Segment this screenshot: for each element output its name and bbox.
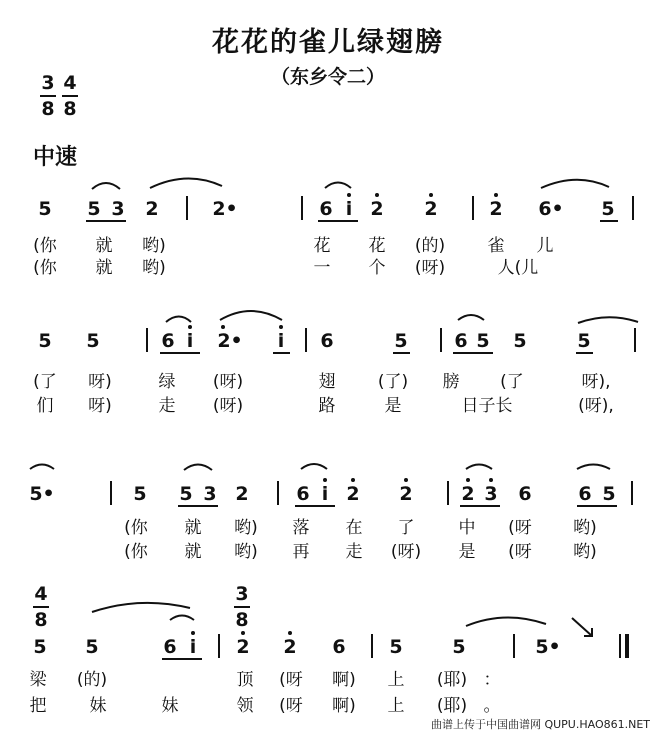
note: 5•	[535, 636, 561, 658]
lyric: (呀)	[212, 396, 244, 416]
lyric: 领	[236, 696, 254, 716]
arrow-icon	[572, 618, 592, 636]
note: 5	[87, 198, 101, 220]
octave-dot	[489, 478, 493, 482]
note: i	[321, 483, 329, 505]
lyric: 落	[292, 518, 310, 538]
note: 2	[461, 483, 475, 505]
beam-underline	[295, 505, 335, 507]
lyric: ：	[483, 670, 501, 690]
barline	[472, 196, 474, 220]
lyric: 上	[387, 696, 405, 716]
note: 6	[320, 330, 334, 352]
note: 5	[86, 330, 100, 352]
octave-dot	[351, 478, 355, 482]
lyric: (呀)	[414, 258, 446, 278]
slur	[466, 465, 492, 470]
lyric: 把	[29, 696, 47, 716]
note: i	[277, 330, 285, 352]
note: 2	[370, 198, 384, 220]
lyric: 儿	[536, 236, 554, 256]
lyric: (的)	[76, 670, 108, 690]
note: 5	[179, 483, 193, 505]
barline	[305, 328, 307, 352]
lyric: 了	[397, 518, 415, 538]
note: 5	[513, 330, 527, 352]
lyric: (你	[124, 518, 148, 538]
lyric: 上	[387, 670, 405, 690]
lyric: 哟)	[142, 258, 166, 278]
note: 5	[476, 330, 490, 352]
song-subtitle: （东乡令二）	[270, 66, 385, 88]
lyric: 绿	[158, 372, 176, 392]
note: 5	[85, 636, 99, 658]
note: 6	[332, 636, 346, 658]
octave-dot	[466, 478, 470, 482]
beam-underline	[86, 220, 126, 222]
lyric: (呀)	[390, 542, 422, 562]
note: 5	[602, 483, 616, 505]
beam-underline	[460, 505, 500, 507]
slur	[466, 617, 546, 626]
lyric: 个	[368, 258, 386, 278]
beam-underline	[577, 505, 617, 507]
beam-underline	[600, 220, 618, 222]
barline	[631, 481, 633, 505]
lyric: (了)	[377, 372, 409, 392]
note: 3	[484, 483, 498, 505]
lyric: 雀	[487, 236, 505, 256]
beam-underline	[160, 352, 200, 354]
lyric: (了	[500, 372, 524, 392]
slur	[220, 311, 282, 320]
source-credit: 曲谱上传于中国曲谱网 QUPU.HAO861.NET	[430, 718, 650, 731]
lyric: 花	[368, 236, 386, 256]
slur	[301, 464, 327, 469]
note: 6	[578, 483, 592, 505]
lyric: 是	[384, 396, 402, 416]
note: 5	[389, 636, 403, 658]
lyric: 是	[458, 542, 476, 562]
lyric: 哟)	[234, 542, 258, 562]
lyric: 人(儿	[497, 258, 539, 278]
slur	[458, 315, 484, 320]
final-barline-thin	[619, 634, 621, 658]
octave-dot	[188, 325, 192, 329]
slur	[30, 465, 54, 470]
lyric: (呀	[508, 542, 532, 562]
lyric: 路	[318, 396, 336, 416]
note: 3	[111, 198, 125, 220]
note: 5	[601, 198, 615, 220]
lyric: (呀)	[212, 372, 244, 392]
lyric: (耶)	[436, 696, 468, 716]
slur	[578, 317, 638, 323]
slur	[325, 183, 351, 189]
lyric: 在	[345, 518, 363, 538]
lyric: 走	[158, 396, 176, 416]
barline	[186, 196, 188, 220]
note: 6	[518, 483, 532, 505]
slur	[170, 616, 194, 621]
note: 2	[283, 636, 297, 658]
lyric: 就	[95, 236, 113, 256]
lyric: (了	[33, 372, 57, 392]
note: 3	[203, 483, 217, 505]
slur	[92, 183, 120, 189]
time-signature-4-8: 4 8	[34, 583, 48, 631]
slur	[92, 603, 190, 612]
time-signature-3-8: 3 8	[41, 72, 55, 120]
lyric: 啊)	[332, 696, 356, 716]
tempo-marking: 中速	[33, 145, 78, 170]
lyric: 走	[345, 542, 363, 562]
note: 5•	[29, 483, 55, 505]
note: 2	[346, 483, 360, 505]
lyric: 啊)	[332, 670, 356, 690]
lyric: 就	[95, 258, 113, 278]
barline	[277, 481, 279, 505]
note: i	[186, 330, 194, 352]
lyric: 们	[36, 396, 54, 416]
lyric: 一	[313, 258, 331, 278]
note: 5	[133, 483, 147, 505]
beam-underline	[273, 352, 290, 354]
note: 2•	[212, 198, 238, 220]
note: 2	[236, 636, 250, 658]
barline	[110, 481, 112, 505]
barline	[513, 634, 515, 658]
note: 6	[319, 198, 333, 220]
lyric: 花	[313, 236, 331, 256]
octave-dot	[191, 631, 195, 635]
time-signature-4-8: 4 8	[63, 72, 77, 120]
barline	[447, 481, 449, 505]
lyric: 梁	[29, 670, 47, 690]
lyric: 膀	[442, 372, 460, 392]
note: 5	[38, 330, 52, 352]
note: 2•	[217, 330, 243, 352]
note: 5	[38, 198, 52, 220]
octave-dot	[323, 478, 327, 482]
note: 2	[399, 483, 413, 505]
barline	[440, 328, 442, 352]
lyric: 翅	[318, 372, 336, 392]
note: i	[345, 198, 353, 220]
lyric: (呀	[508, 518, 532, 538]
barline	[632, 196, 634, 220]
beam-underline	[453, 352, 493, 354]
note: i	[189, 636, 197, 658]
lyric: (你	[33, 258, 57, 278]
final-barline-thick	[625, 634, 629, 658]
slur	[166, 317, 191, 323]
beam-underline	[318, 220, 358, 222]
note: 5	[33, 636, 47, 658]
octave-dot	[429, 193, 433, 197]
octave-dot	[494, 193, 498, 197]
time-signature-3-8: 3 8	[235, 583, 249, 631]
lyric: 呀),	[581, 372, 611, 392]
beam-underline	[178, 505, 218, 507]
note: 6	[163, 636, 177, 658]
barline	[146, 328, 148, 352]
octave-dot	[347, 193, 351, 197]
lyric: (呀	[279, 670, 303, 690]
lyric: 呀)	[88, 372, 112, 392]
barline	[218, 634, 220, 658]
note: 5	[394, 330, 408, 352]
lyric: 哟)	[234, 518, 258, 538]
lyric: 再	[292, 542, 310, 562]
lyric: 日子长	[461, 396, 513, 416]
lyric: 呀)	[88, 396, 112, 416]
octave-dot	[288, 631, 292, 635]
lyric: (你	[124, 542, 148, 562]
octave-dot	[375, 193, 379, 197]
lyric: 就	[184, 542, 202, 562]
octave-dot	[279, 325, 283, 329]
slur	[541, 180, 609, 188]
lyric: 哟)	[573, 518, 597, 538]
octave-dot	[241, 631, 245, 635]
beam-underline	[393, 352, 410, 354]
lyric: 哟)	[142, 236, 166, 256]
slur	[184, 465, 212, 471]
lyric: (呀),	[578, 396, 614, 416]
lyric: (耶)	[436, 670, 468, 690]
lyric: 妹	[161, 696, 179, 716]
note: 2	[424, 198, 438, 220]
lyric: 就	[184, 518, 202, 538]
slur	[577, 465, 610, 470]
note: 2	[145, 198, 159, 220]
note: 5	[577, 330, 591, 352]
note: 2	[235, 483, 249, 505]
note: 2	[489, 198, 503, 220]
lyric: 妹	[89, 696, 107, 716]
slur	[150, 178, 222, 188]
barline	[301, 196, 303, 220]
note: 6•	[538, 198, 564, 220]
lyric: (你	[33, 236, 57, 256]
lyric: (的)	[414, 236, 446, 256]
lyric: 哟)	[573, 542, 597, 562]
note: 6	[454, 330, 468, 352]
octave-dot	[221, 325, 225, 329]
song-title: 花花的雀儿绿翅膀	[212, 27, 444, 58]
barline	[371, 634, 373, 658]
note: 6	[296, 483, 310, 505]
lyric: 。	[483, 696, 501, 716]
barline	[634, 328, 636, 352]
lyric: 中	[458, 518, 476, 538]
note: 6	[161, 330, 175, 352]
note: 5	[452, 636, 466, 658]
lyric: (呀	[279, 696, 303, 716]
beam-underline	[576, 352, 593, 354]
octave-dot	[404, 478, 408, 482]
beam-underline	[162, 658, 202, 660]
lyric: 顶	[236, 670, 254, 690]
